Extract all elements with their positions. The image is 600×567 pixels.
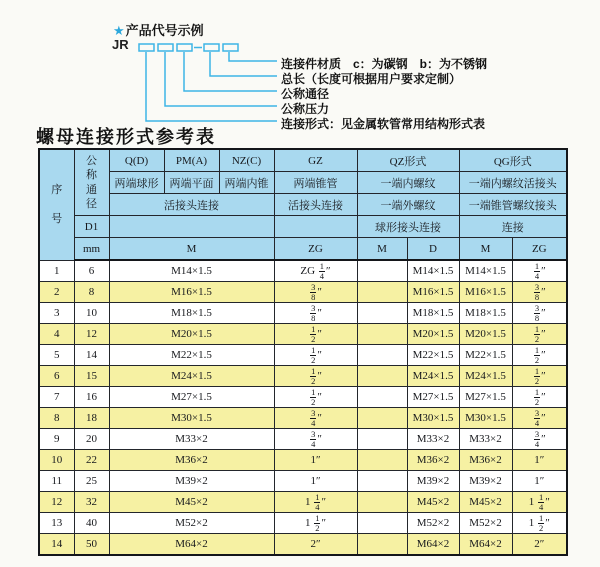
cell-m-thread: M64×2 [109, 534, 274, 556]
header-qg-connect: 连接 [459, 216, 567, 238]
header-empty-qpmnz [109, 216, 274, 238]
cell-seq: 4 [39, 324, 74, 345]
cell-gz-size: $\frac{1}{2}$ ″ [274, 366, 357, 387]
cell-qz-m [357, 387, 407, 408]
table-row [39, 513, 567, 534]
table-row [39, 534, 567, 556]
cell-nominal-diameter: 20 [74, 429, 109, 450]
diagram-title-text: 产品代号示例 [125, 23, 204, 38]
cell-qg-zg: 1 $\frac{1}{4}$ ″ [512, 492, 567, 513]
cell-qg-m: M24×1.5 [459, 366, 512, 387]
cell-qz-m [357, 471, 407, 492]
code-box-1 [139, 44, 154, 51]
header-qz-external: 一端外螺纹 [357, 194, 459, 216]
cell-seq: 14 [39, 534, 74, 556]
cell-qg-m: M22×1.5 [459, 345, 512, 366]
cell-qg-m: M27×1.5 [459, 387, 512, 408]
cell-qg-m: M52×2 [459, 513, 512, 534]
cell-gz-size: $\frac{3}{8}$ ″ [274, 282, 357, 303]
cell-qg-zg: $\frac{3}{8}$ ″ [512, 303, 567, 324]
table-row [39, 282, 567, 303]
cell-seq: 7 [39, 387, 74, 408]
cell-seq: 1 [39, 260, 74, 282]
cell-nominal-diameter: 8 [74, 282, 109, 303]
cell-qz-d: M18×1.5 [407, 303, 459, 324]
cell-qz-d: M36×2 [407, 450, 459, 471]
header-row-4 [39, 216, 567, 238]
header-qg-desc: 一端内螺纹活接头 [459, 172, 567, 194]
table-row [39, 345, 567, 366]
cell-qg-m: M45×2 [459, 492, 512, 513]
cell-m-thread: M20×1.5 [109, 324, 274, 345]
header-col-gz: GZ [274, 149, 357, 172]
cell-qz-m [357, 492, 407, 513]
cell-qg-zg: 2″ [512, 534, 567, 556]
diagram-label-connection: 连接形式：见金属软管常用结构形式表 [281, 117, 486, 131]
diagram-label-material: 连接件材质 c：为碳钢 b：为不锈钢 [281, 57, 488, 71]
cell-qz-d: M33×2 [407, 429, 459, 450]
cell-qz-m [357, 303, 407, 324]
cell-nominal-diameter: 10 [74, 303, 109, 324]
cell-qg-zg: $\frac{3}{8}$ ″ [512, 282, 567, 303]
cell-m-thread: M24×1.5 [109, 366, 274, 387]
diagram-label-pressure: 公称压力 [281, 102, 330, 116]
header-seq: 序号 [39, 149, 74, 260]
header-union-joint: 活接头连接 [109, 194, 274, 216]
cell-qg-m: M16×1.5 [459, 282, 512, 303]
header-pm-desc: 两端平面 [164, 172, 219, 194]
cell-nominal-diameter: 16 [74, 387, 109, 408]
cell-qg-zg: 1″ [512, 450, 567, 471]
header-qz-ball-joint: 球形接头连接 [357, 216, 459, 238]
cell-qz-d: M22×1.5 [407, 345, 459, 366]
header-d1: D1 [74, 216, 109, 238]
cell-gz-size: 1 $\frac{1}{4}$ ″ [274, 492, 357, 513]
code-box-2 [158, 44, 173, 51]
header-m-label: M [109, 238, 274, 261]
cell-qg-m: M30×1.5 [459, 408, 512, 429]
diagram-label-length: 总长（长度可根据用户要求定制） [281, 72, 462, 86]
cell-qz-m [357, 366, 407, 387]
star-icon: ★ [113, 23, 125, 38]
cell-seq: 8 [39, 408, 74, 429]
cell-seq: 11 [39, 471, 74, 492]
cell-qg-zg: $\frac{1}{2}$ ″ [512, 366, 567, 387]
cell-m-thread: M45×2 [109, 492, 274, 513]
table-row [39, 260, 567, 282]
table-row [39, 408, 567, 429]
header-row-1 [39, 149, 567, 172]
cell-gz-size: $\frac{3}{4}$ ″ [274, 429, 357, 450]
cell-qz-d: M64×2 [407, 534, 459, 556]
header-zg-label: ZG [274, 238, 357, 261]
cell-seq: 6 [39, 366, 74, 387]
cell-gz-size: $\frac{3}{8}$ ″ [274, 303, 357, 324]
table-row [39, 324, 567, 345]
cell-nominal-diameter: 22 [74, 450, 109, 471]
cell-m-thread: M16×1.5 [109, 282, 274, 303]
header-row-3 [39, 194, 567, 216]
cell-qg-m: M64×2 [459, 534, 512, 556]
header-col-qz: QZ形式 [357, 149, 459, 172]
cell-qg-m: M20×1.5 [459, 324, 512, 345]
cell-gz-size: $\frac{1}{2}$ ″ [274, 324, 357, 345]
table-row [39, 429, 567, 450]
table-title: 螺母连接形式参考表 [36, 127, 216, 148]
cell-qz-d: M45×2 [407, 492, 459, 513]
cell-m-thread: M52×2 [109, 513, 274, 534]
cell-seq: 3 [39, 303, 74, 324]
cell-qz-d: M52×2 [407, 513, 459, 534]
cell-qg-zg: $\frac{3}{4}$ ″ [512, 429, 567, 450]
header-row-2 [39, 172, 567, 194]
cell-qz-m [357, 324, 407, 345]
cell-gz-size: ZG $\frac{1}{4}$ ″ [274, 260, 357, 282]
header-col-q: Q(D) [109, 149, 164, 172]
cell-qz-d: M16×1.5 [407, 282, 459, 303]
cell-gz-size: 1″ [274, 450, 357, 471]
table-row [39, 492, 567, 513]
cell-seq: 10 [39, 450, 74, 471]
cell-m-thread: M30×1.5 [109, 408, 274, 429]
code-box-5 [223, 44, 238, 51]
cell-qz-m [357, 429, 407, 450]
cell-m-thread: M27×1.5 [109, 387, 274, 408]
cell-qz-m [357, 513, 407, 534]
table-row [39, 387, 567, 408]
connector-line-2 [165, 52, 277, 106]
header-qg-taper: 一端锥管螺纹接头 [459, 194, 567, 216]
cell-qg-zg: $\frac{1}{2}$ ″ [512, 324, 567, 345]
cell-m-thread: M33×2 [109, 429, 274, 450]
cell-qg-m: M39×2 [459, 471, 512, 492]
cell-qz-m [357, 534, 407, 556]
table-row [39, 471, 567, 492]
table-body [39, 260, 567, 555]
cell-qz-d: M20×1.5 [407, 324, 459, 345]
table-row [39, 450, 567, 471]
header-nominal-diameter: 公称通径 [74, 149, 109, 216]
cell-qz-d: M24×1.5 [407, 366, 459, 387]
cell-gz-size: $\frac{1}{2}$ ″ [274, 345, 357, 366]
table-row [39, 303, 567, 324]
cell-nominal-diameter: 12 [74, 324, 109, 345]
header-col-qg: QG形式 [459, 149, 567, 172]
header-gz-desc: 两端锥管 [274, 172, 357, 194]
cell-qz-d: M30×1.5 [407, 408, 459, 429]
header-q-desc: 两端球形 [109, 172, 164, 194]
cell-m-thread: M14×1.5 [109, 260, 274, 282]
diagram-label-diameter: 公称通径 [281, 87, 330, 101]
table-header [39, 149, 567, 260]
cell-seq: 12 [39, 492, 74, 513]
cell-qz-d: M39×2 [407, 471, 459, 492]
header-qg-zg: ZG [512, 238, 567, 261]
cell-nominal-diameter: 6 [74, 260, 109, 282]
product-code-prefix: JR [112, 37, 129, 52]
header-gz-union: 活接头连接 [274, 194, 357, 216]
cell-gz-size: $\frac{3}{4}$ ″ [274, 408, 357, 429]
cell-nominal-diameter: 32 [74, 492, 109, 513]
header-mm: mm [74, 238, 109, 261]
cell-qg-zg: $\frac{1}{2}$ ″ [512, 345, 567, 366]
header-nz-desc: 两端内锥 [219, 172, 274, 194]
cell-qg-m: M18×1.5 [459, 303, 512, 324]
cell-qg-zg: $\frac{1}{4}$ ″ [512, 260, 567, 282]
header-qz-d: D [407, 238, 459, 261]
cell-qg-zg: 1″ [512, 471, 567, 492]
cell-qg-m: M36×2 [459, 450, 512, 471]
header-row-5 [39, 238, 567, 261]
cell-qz-m [357, 408, 407, 429]
code-box-4 [204, 44, 219, 51]
cell-gz-size: $\frac{1}{2}$ ″ [274, 387, 357, 408]
nut-connection-table [38, 148, 568, 556]
header-qz-m: M [357, 238, 407, 261]
cell-m-thread: M22×1.5 [109, 345, 274, 366]
cell-seq: 9 [39, 429, 74, 450]
cell-m-thread: M18×1.5 [109, 303, 274, 324]
table-row [39, 366, 567, 387]
cell-qz-d: M14×1.5 [407, 260, 459, 282]
cell-gz-size: 1″ [274, 471, 357, 492]
header-col-nz: NZ(C) [219, 149, 274, 172]
cell-m-thread: M36×2 [109, 450, 274, 471]
header-empty-gz [274, 216, 357, 238]
header-col-pm: PM(A) [164, 149, 219, 172]
cell-m-thread: M39×2 [109, 471, 274, 492]
cell-qz-m [357, 450, 407, 471]
connector-line-3 [184, 52, 277, 91]
cell-qg-m: M14×1.5 [459, 260, 512, 282]
cell-nominal-diameter: 15 [74, 366, 109, 387]
code-box-3 [177, 44, 192, 51]
cell-qz-d: M27×1.5 [407, 387, 459, 408]
cell-seq: 2 [39, 282, 74, 303]
cell-qz-m [357, 282, 407, 303]
cell-gz-size: 2″ [274, 534, 357, 556]
connector-line-5 [229, 52, 277, 61]
header-qg-m: M [459, 238, 512, 261]
cell-qg-zg: $\frac{1}{2}$ ″ [512, 387, 567, 408]
cell-qg-zg: 1 $\frac{1}{2}$ ″ [512, 513, 567, 534]
cell-qg-zg: $\frac{3}{4}$ ″ [512, 408, 567, 429]
cell-seq: 13 [39, 513, 74, 534]
cell-gz-size: 1 $\frac{1}{2}$ ″ [274, 513, 357, 534]
header-qz-desc: 一端内螺纹 [357, 172, 459, 194]
connector-line-4 [210, 52, 277, 76]
cell-seq: 5 [39, 345, 74, 366]
cell-nominal-diameter: 18 [74, 408, 109, 429]
cell-nominal-diameter: 14 [74, 345, 109, 366]
cell-qz-m [357, 260, 407, 282]
cell-nominal-diameter: 40 [74, 513, 109, 534]
cell-qz-m [357, 345, 407, 366]
cell-nominal-diameter: 25 [74, 471, 109, 492]
cell-qg-m: M33×2 [459, 429, 512, 450]
cell-nominal-diameter: 50 [74, 534, 109, 556]
